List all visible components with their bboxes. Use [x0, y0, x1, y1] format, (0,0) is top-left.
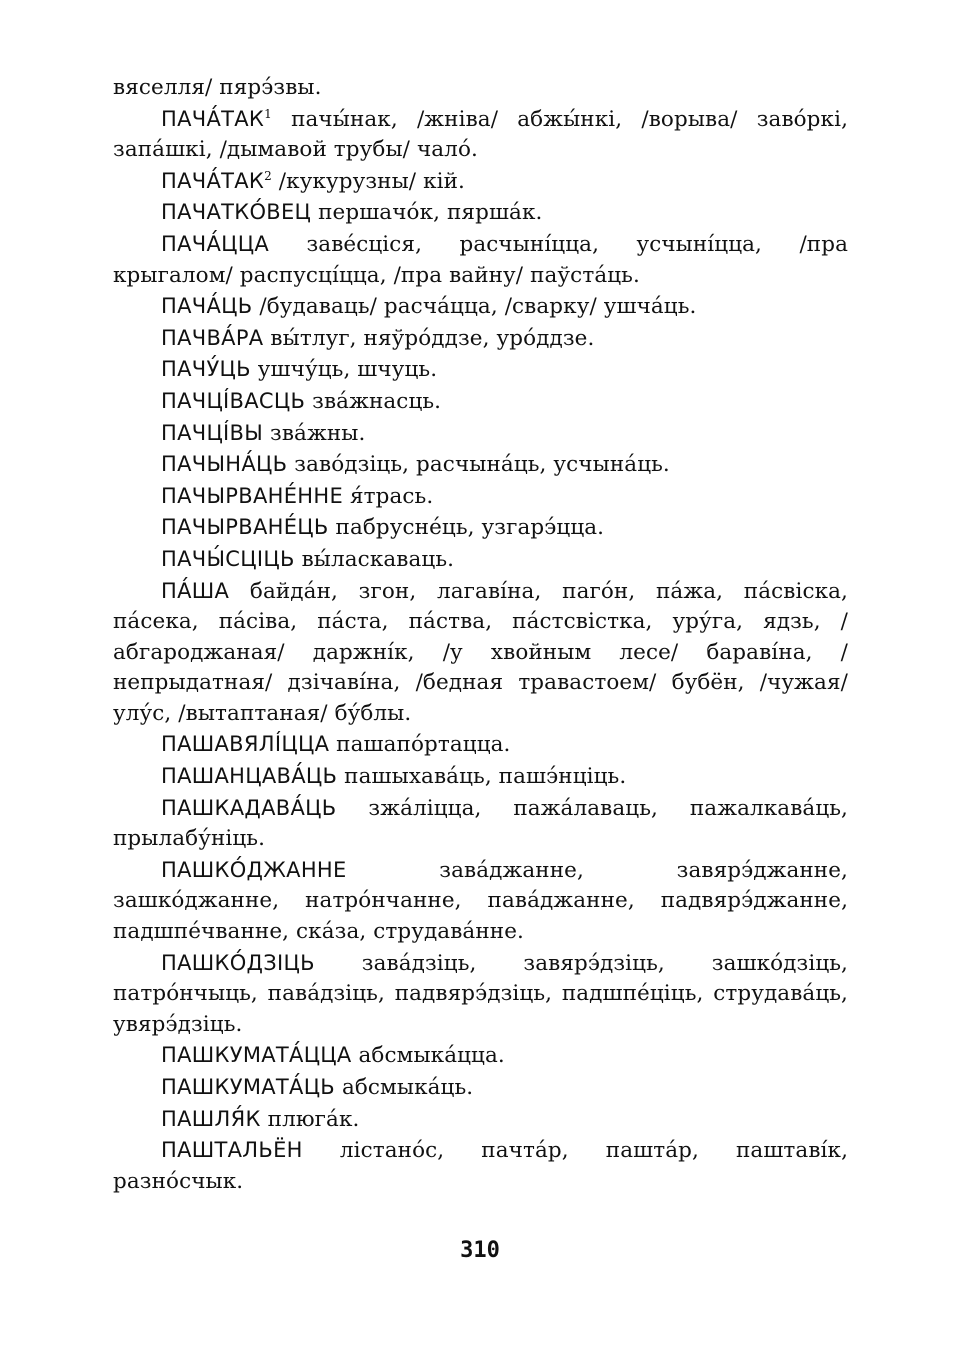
entry-definitions: плюга́к. — [260, 1106, 360, 1132]
entry-homonym-number: 2 — [264, 168, 272, 183]
dictionary-entry — [113, 291, 848, 323]
entry-headword: ПАЧА́ЦЬ — [161, 294, 253, 319]
dictionary-entry — [113, 761, 848, 793]
entry-headword: ПАШКАДАВА́ЦЬ — [161, 795, 337, 820]
dictionary-entry — [113, 1040, 848, 1072]
entry-headword: ПАШКУМАТА́ЦЦА — [161, 1043, 352, 1068]
dictionary-entry — [113, 1104, 848, 1136]
entry-headword: ПАШЛЯ́К — [161, 1106, 261, 1131]
entry-headword: ПАЧЫ́СЦIЦЬ — [161, 546, 295, 571]
dictionary-entry — [113, 481, 848, 513]
entry-headword: ПАШКО́ДЖАННЕ — [161, 857, 347, 882]
entry-headword: ПАШАВЯЛÍЦЦА — [161, 732, 330, 757]
entry-definitions: я́трась. — [343, 483, 434, 509]
entry-definitions: вы́тлуг, няўро́ддзе, уро́ддзе. — [263, 325, 595, 351]
entry-headword: ПАЧЦÍВАСЦЬ — [161, 388, 306, 413]
entry-headword: ПАЧВА́РА — [161, 325, 264, 350]
entry-definitions: зва́жнасць. — [305, 388, 442, 414]
entry-definitions: пабрусне́ць, узгарэ́цца. — [328, 515, 605, 541]
entry-definitions: абсмыка́ць. — [335, 1075, 474, 1100]
dictionary-entry — [113, 793, 848, 855]
dictionary-entries — [113, 72, 848, 1197]
dictionary-entry — [113, 229, 848, 291]
entry-definitions: ушчу́ць, шчуць. — [250, 357, 438, 383]
entry-definitions: /кукурузны/ кiй. — [271, 168, 465, 194]
dictionary-entry — [113, 512, 848, 544]
dictionary-entry — [113, 576, 848, 730]
dictionary-entry — [113, 729, 848, 761]
entry-definitions: заве́сцiся, расчынíцца, усчынíцца, /пра крыгалом/ распусцíцца, /пра вайну/ паўста́ць. — [113, 231, 848, 288]
entry-headword: ПА́ША — [161, 578, 230, 603]
entry-definitions: вяселля/ пярэ́звы. — [113, 75, 322, 100]
dictionary-entry — [113, 323, 848, 355]
dictionary-entry — [113, 544, 848, 576]
dictionary-entry — [113, 948, 848, 1041]
entry-definitions: зава́джанне, завярэ́джанне, зашко́джанне, натро́нчанне, пава́джанне, падвярэ́джанне, падшпе́чванне, ска́за, струдава́нне. — [113, 857, 848, 945]
entry-headword: ПАЧАТКО́ВЕЦ — [161, 200, 312, 225]
entry-headword: ПАЧЦÍВЫ — [161, 420, 264, 445]
entry-headword: ПАЧА́ТАК — [161, 168, 265, 193]
entry-headword: ПАЧЫРВАНЕ́ЦЬ — [161, 515, 329, 540]
entry-headword: ПАЧА́ЦЦА — [161, 231, 269, 256]
dictionary-entry — [113, 855, 848, 948]
entry-definitions: лiстано́с, пачта́р, пашта́р, паштавíк, разно́счык. — [113, 1138, 848, 1194]
entry-headword: ПАШКУМАТА́ЦЬ — [161, 1075, 336, 1099]
entry-headword: ПАЧА́ТАК — [161, 106, 265, 131]
dictionary-entry — [113, 166, 848, 198]
dictionary-entry — [113, 1135, 848, 1197]
dictionary-entry — [113, 354, 848, 386]
entry-definitions: зжа́лiцца, пажа́лаваць, пажалкава́ць, прылабу́нiць. — [113, 795, 848, 852]
entry-definitions: абсмыка́цца. — [351, 1043, 505, 1069]
entry-definitions: першачо́к, пярша́к. — [311, 200, 543, 226]
entry-definitions: вы́ласкаваць. — [294, 546, 455, 572]
entry-definitions: зва́жны. — [263, 420, 366, 446]
dictionary-entry — [113, 386, 848, 418]
entry-definitions: /будаваць/ расча́цца, /сварку/ ушча́ць. — [252, 294, 697, 320]
entry-headword: ПАШКО́ДЗIЦЬ — [161, 950, 315, 975]
entry-definitions: заво́дзiць, расчына́ць, усчына́ць. — [287, 452, 670, 478]
entry-definitions: пашыхава́ць, пашэ́нцiць. — [337, 764, 627, 790]
entry-headword: ПАШТАЛЬЁН — [161, 1138, 303, 1163]
dictionary-entry — [113, 1072, 848, 1104]
entry-definitions: пачы́нак, /жнiва/ абжы́нкi, /ворыва/ заво́ркi, запа́шкi, /дымавой трубы/ чало́. — [113, 106, 848, 163]
entry-definitions: пашапо́ртацца. — [329, 732, 511, 758]
entry-headword: ПАШАНЦАВА́ЦЬ — [161, 764, 338, 789]
entry-definitions: байда́н, згон, лагавíна, паго́н, па́жа, па́свiска, па́сека, па́сiва, па́ста, па́ства, па́стсвiстка, уру́га, ядзь, /абгароджаная/ даржнíк, /у хвойным лесе/ баравíна, /непрыдатная/ дзiчавíна, /бедная травастоем/ бубён, /чужая/ улу́с, /вытаптаная/ бу́блы. — [113, 578, 848, 726]
dictionary-entry — [113, 72, 848, 104]
entry-headword: ПАЧУ́ЦЬ — [161, 357, 251, 382]
entry-homonym-number: 1 — [264, 106, 272, 121]
dictionary-entry — [113, 449, 848, 481]
entry-headword: ПАЧЫРВАНЕ́ННЕ — [161, 483, 344, 508]
entry-definitions: зава́дзiць, завярэ́дзiць, зашко́дзiць, патро́нчыць, пава́дзiць, падвярэ́дзiць, падшпе́цiць, струдава́ць, увярэ́дзiць. — [113, 950, 848, 1037]
dictionary-entry — [113, 104, 848, 166]
entry-headword: ПАЧЫНА́ЦЬ — [161, 452, 288, 477]
dictionary-entry — [113, 418, 848, 450]
dictionary-entry — [113, 197, 848, 229]
page-number: 310 — [460, 1238, 500, 1263]
